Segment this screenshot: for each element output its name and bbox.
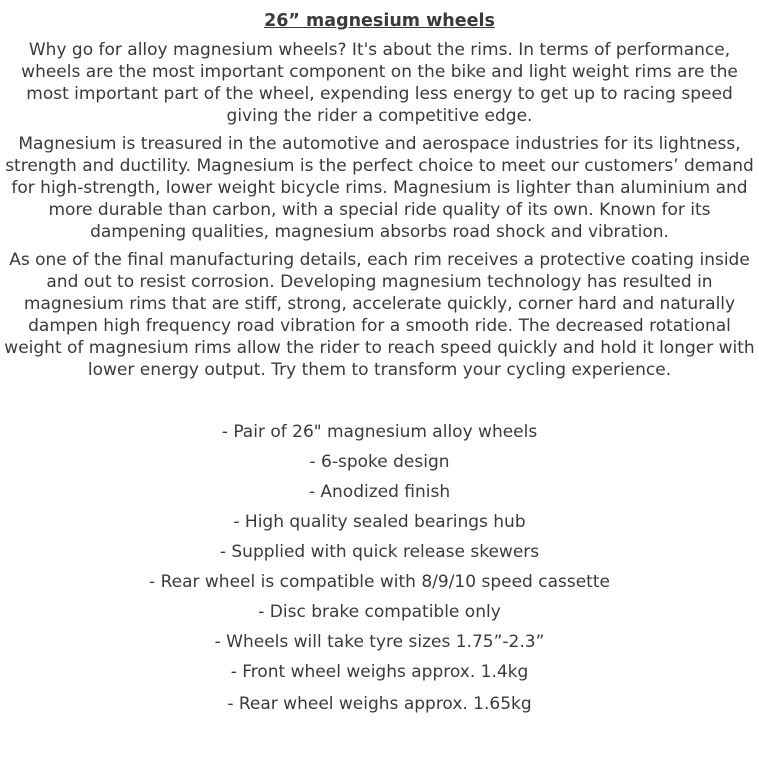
intro-paragraph: Why go for alloy magnesium wheels? It's about the rims. In terms of performance, wheels are the most important component on the bike and light weight rims are the most important part of the wheel, expending less energy to get up to racing speed giving the rider a competitive edge. [21,40,738,126]
spec-item: - 6-spoke design [309,452,450,472]
spec-item: - Disc brake compatible only [258,602,501,622]
manufacturing-paragraph: As one of the final manufacturing details, each rim receives a protective coating inside and out to resist corrosion. Developing magnesium technology has resulted in magnesium rims that are stiff, strong, accelerate quickly, corner hard and naturally dampen high frequency road vibration for a smooth ride. The decreased rotational weight of magnesium rims allow the rider to reach speed quickly and hold it longer with lower energy output. Try them to transform your cycling experience. [4,250,755,380]
spec-item: - Supplied with quick release skewers [219,542,540,562]
spec-item: - Rear wheel weighs approx. 1.65kg [227,694,532,714]
page-title: 26” magnesium wheels [264,11,495,31]
spec-item: - Wheels will take tyre sizes 1.75”-2.3” [214,632,545,652]
spec-item: - High quality sealed bearings hub [233,512,526,532]
material-paragraph: Magnesium is treasured in the automotive and aerospace industries for its lightness, strength and ductility. Magnesium is the perfect choice to meet our customers’ demand for high-strength, lower weight bicycle rims. Magnesium is lighter than aluminium and more durable than carbon, with a special ride quality of its own. Known for its dampening qualities, magnesium absorbs road shock and vibration. [5,134,754,242]
spec-item: - Anodized finish [308,482,451,502]
spec-item: - Pair of 26" magnesium alloy wheels [221,422,538,442]
spec-list [4,421,755,715]
spec-item: - Rear wheel is compatible with 8/9/10 speed cassette [149,572,610,592]
spec-item: - Front wheel weighs approx. 1.4kg [230,662,529,682]
